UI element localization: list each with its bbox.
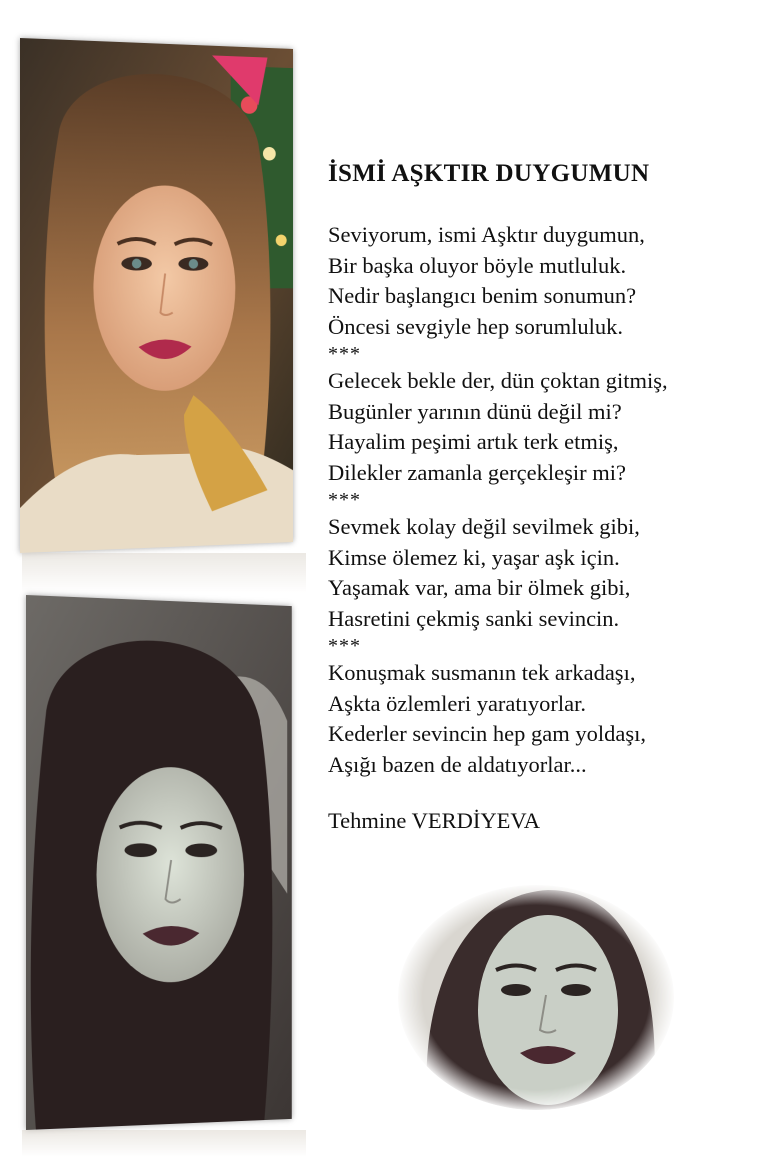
poem-line: Kimse ölemez ki, yaşar aşk için.: [328, 544, 620, 570]
poem-line: Konuşmak susmanın tek arkadaşı,: [328, 660, 636, 685]
poem: [328, 160, 758, 834]
poem-line: Dilekler zamanla gerçekleşir mi?: [328, 459, 626, 485]
poem-title: İSMİ AŞKTIR DUYGUMUN: [328, 160, 650, 187]
photo-reflection-bottom: [22, 1130, 306, 1157]
poem-line: Aşkta özlemleri yaratıyorlar.: [328, 690, 587, 716]
poem-line: Seviyorum, ismi Aşktır duygumun,: [328, 222, 645, 247]
stanza: [328, 658, 758, 780]
poem-line: Hasretini çekmiş sanki sevincin.: [328, 605, 620, 631]
poem-line: Hayalim peşimi artık terk etmiş,: [328, 429, 619, 454]
poem-line: Bir başka oluyor böyle mutluluk.: [328, 252, 627, 278]
poem-author: Tehmine VERDİYEVA: [328, 808, 540, 833]
poem-line: Kederler sevincin hep gam yoldaşı,: [328, 721, 647, 746]
poem-line: Aşığı bazen de aldatıyorlar...: [328, 751, 587, 777]
poem-line: Yaşamak var, ama bir ölmek gibi,: [328, 575, 631, 600]
stanza-separator: ***: [328, 489, 361, 511]
stanza: [328, 220, 758, 342]
poem-line: Öncesi sevgiyle hep sorumluluk.: [328, 313, 623, 339]
portrait-photo-bottom: [26, 595, 292, 1130]
poem-line: Nedir başlangıcı benim sonumun?: [328, 283, 637, 308]
poem-line: Sevmek kolay değil sevilmek gibi,: [328, 514, 640, 539]
portrait-oval-vignette: [398, 885, 674, 1110]
stanza-separator: ***: [328, 635, 361, 657]
stanza: [328, 366, 758, 488]
poem-line: Bugünler yarının dünü değil mi?: [328, 398, 622, 424]
photo-reflection-top: [22, 553, 306, 593]
portrait-photo-top: [20, 38, 293, 553]
stanza-separator: ***: [328, 343, 361, 365]
poem-line: Gelecek bekle der, dün çoktan gitmiş,: [328, 368, 668, 393]
stanza: [328, 512, 758, 634]
